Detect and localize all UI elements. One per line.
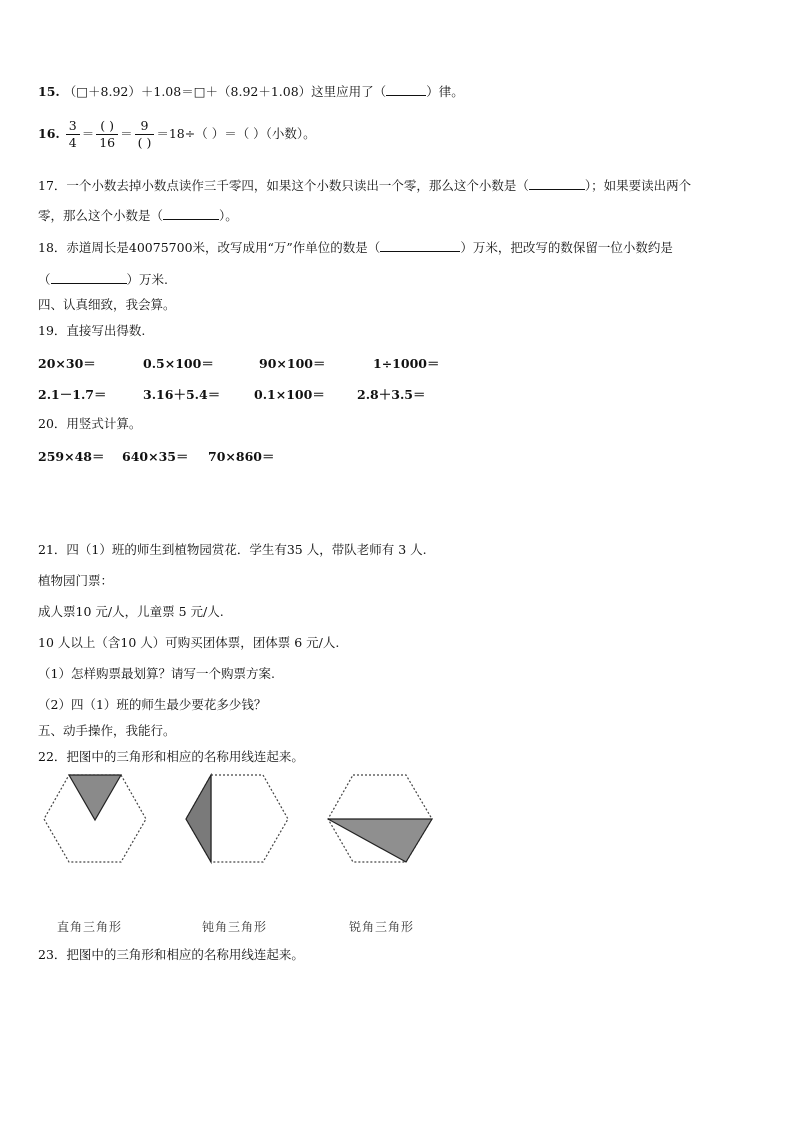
q17-blank-1[interactable]	[529, 177, 585, 190]
q19-item: 0.1×100＝	[254, 387, 325, 402]
q20-item: 70×860＝	[208, 449, 275, 464]
q21-line-3: 成人票10 元/人，儿童票 5 元/人.	[38, 604, 224, 619]
q17-blank-2[interactable]	[163, 207, 219, 220]
shaded-obtuse-triangle	[186, 775, 211, 862]
shaded-right-triangle	[69, 775, 121, 820]
q19-item: 1÷1000＝	[373, 356, 440, 371]
label-obtuse-triangle: 钝角三角形	[202, 920, 268, 934]
shaded-acute-triangle	[328, 819, 432, 862]
q16-fraction-2[interactable]: $\frac{( )}{16}$	[96, 118, 118, 151]
q21-sub-1: （1）怎样购票最划算？请写一个购票方案.	[38, 666, 275, 681]
q15-text-a: （□＋8.92）＋1.08＝□＋（8.92＋1.08）这里应用了（	[63, 84, 387, 99]
question-18-line-2: （ ）万米.	[38, 272, 168, 287]
section-4-heading: 四、认真细致，我会算。	[38, 297, 176, 312]
q21-line-2: 植物园门票：	[38, 573, 114, 588]
q16-rest: ＝18÷（ ）＝（ ）（小数）。	[156, 126, 316, 141]
q16-fraction-3[interactable]: $\frac{9}{( )}$	[135, 118, 155, 151]
q20-item: 259×48＝	[38, 449, 105, 464]
q23-title: 23．把图中的三角形和相应的名称用线连起来。	[38, 947, 304, 962]
q19-item: 0.5×100＝	[143, 356, 214, 371]
q20-title: 20．用竖式计算。	[38, 416, 142, 431]
section-5-heading: 五、动手操作，我能行。	[38, 723, 176, 738]
q21-sub-2: （2）四（1）班的师生最少要花多少钱？	[38, 697, 267, 712]
q15-number: 15.	[38, 84, 60, 99]
q16-equals-1: ＝	[81, 126, 95, 141]
hexagon-figure-obtuse-triangle	[184, 773, 290, 865]
q16-fraction-1: $\frac{3}{4}$	[66, 118, 80, 151]
q19-item: 90×100＝	[259, 356, 326, 371]
q19-item: 20×30＝	[38, 356, 96, 371]
label-acute-triangle: 锐角三角形	[349, 920, 415, 934]
q15-answer-blank[interactable]	[386, 83, 426, 96]
q18-blank-1[interactable]	[380, 239, 460, 252]
q18-blank-2[interactable]	[51, 271, 127, 284]
question-17-line-2: 零，那么这个小数是（ ）。	[38, 208, 238, 223]
q22-title: 22．把图中的三角形和相应的名称用线连起来。	[38, 749, 304, 764]
q15-text-b: ）律。	[426, 84, 464, 99]
q16-number: 16.	[38, 126, 60, 141]
label-right-triangle: 直角三角形	[57, 920, 123, 934]
q19-item: 2.1－1.7＝	[38, 387, 107, 402]
q20-item: 640×35＝	[122, 449, 189, 464]
q21-line-4: 10 人以上（含10 人）可购买团体票，团体票 6 元/人.	[38, 635, 340, 650]
question-17-line-1: 17．一个小数去掉小数点读作三千零四，如果这个小数只读出一个零，那么这个小数是（ ）；如果要读出两个	[38, 178, 692, 193]
hexagon-figure-right-triangle	[42, 773, 148, 865]
q16-equals-2: ＝	[120, 126, 133, 141]
q21-line-1: 21．四（1）班的师生到植物园赏花．学生有35 人，带队老师有 3 人.	[38, 542, 427, 557]
q19-item: 2.8＋3.5＝	[357, 387, 426, 402]
question-15	[38, 83, 464, 100]
q19-item: 3.16＋5.4＝	[143, 387, 221, 402]
hexagon-figure-acute-triangle	[326, 773, 434, 865]
q19-title: 19．直接写出得数.	[38, 323, 146, 338]
question-18-line-1: 18．赤道周长是40075700米，改写成用“万”作单位的数是（ ）万米，把改写的数保留一位小数约是	[38, 240, 673, 255]
question-16	[38, 118, 316, 151]
